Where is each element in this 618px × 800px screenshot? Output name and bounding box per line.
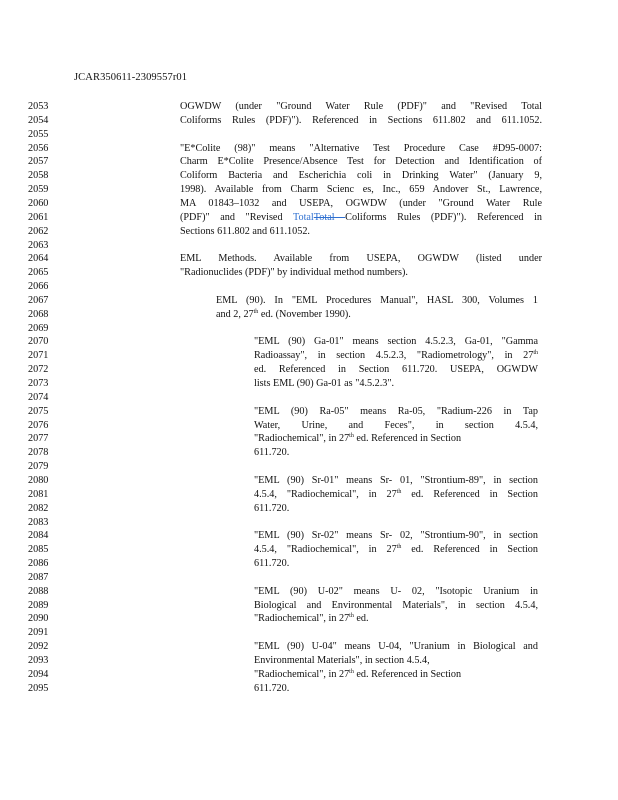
line-number: 2057 (28, 156, 49, 168)
text-segment: EML (90). In "EML Procedures Manual", HASL 300, Volumes 1 (216, 294, 538, 306)
text-line (0, 654, 618, 668)
text-segment: lists EML (90) Ga-01 as "4.5.2.3". (254, 378, 395, 389)
line-number: 2088 (28, 585, 49, 597)
text-segment: "Radiochemical", in 27 (254, 433, 350, 445)
text-line (0, 557, 618, 571)
text-segment: Environmental Materials", in section 4.5.4, (254, 655, 430, 666)
text-segment: ed. Referenced in Section (353, 433, 462, 445)
line-number: 2094 (28, 668, 49, 680)
line-text (254, 335, 538, 349)
text-segment: "Radiochemical", in 27 (254, 613, 350, 625)
text-line (0, 529, 618, 543)
line-number: 2090 (28, 613, 49, 625)
line-number: 2058 (28, 170, 49, 182)
line-number: 2076 (28, 419, 49, 431)
text-line (0, 626, 618, 640)
line-text (180, 211, 542, 225)
text-segment: "EML (90) U-02" means U- 02, "Isotopic Uranium in (254, 585, 538, 597)
line-text (254, 668, 461, 682)
line-text (254, 599, 538, 613)
text-segment: ed. Referenced in Section 611.720. USEPA, OGWDW (254, 364, 538, 376)
text-line (0, 169, 618, 183)
text-line (0, 280, 618, 294)
text-segment: Biological and Environmental Materials", in section 4.5.4, (254, 599, 538, 611)
text-segment: Sections 611.802 and 611.1052. (180, 225, 310, 237)
line-number: 2065 (28, 267, 49, 279)
text-line (0, 322, 618, 336)
text-line (0, 488, 618, 502)
text-line (0, 211, 618, 225)
text-line (0, 183, 618, 197)
line-text (254, 654, 430, 668)
line-number: 2079 (28, 461, 49, 473)
text-line (0, 114, 618, 128)
text-line (0, 363, 618, 377)
line-number: 2070 (28, 336, 49, 348)
text-segment: "EML (90) Sr-02" means Sr- 02, "Strontium-90", in section (254, 530, 538, 542)
text-line (0, 446, 618, 460)
line-text (254, 557, 289, 571)
line-number: 2071 (28, 350, 49, 362)
line-number: 2069 (28, 322, 49, 334)
line-text (254, 502, 289, 516)
line-text (180, 114, 542, 128)
line-text (216, 294, 538, 308)
text-line (0, 585, 618, 599)
text-segment: and 2, 27 (216, 308, 254, 320)
line-text (254, 474, 538, 488)
line-text (180, 197, 542, 211)
text-line (0, 377, 618, 391)
line-number: 2075 (28, 405, 49, 417)
line-number: 2095 (28, 682, 49, 694)
text-line (0, 432, 618, 446)
superscript: th (396, 488, 402, 495)
text-line (0, 599, 618, 613)
text-segment: 4.5.4, "Radiochemical", in 27 (254, 544, 397, 556)
line-text (180, 100, 542, 114)
line-number: 2054 (28, 114, 49, 126)
text-segment: OGWDW (under "Ground Water Rule (PDF)" and "Revised Total (180, 101, 542, 112)
text-line (0, 682, 618, 696)
line-number: 2066 (28, 281, 49, 293)
line-number: 2083 (28, 516, 49, 528)
text-line (0, 294, 618, 308)
text-segment: Water, Urine, and Feces", in section 4.5.4, (254, 419, 538, 431)
text-line (0, 266, 618, 280)
line-text (180, 252, 542, 266)
line-number: 2080 (28, 474, 49, 486)
text-line (0, 405, 618, 419)
text-segment: Coliform Bacteria and Escherichia coli in Drinking Water" (January 9, (180, 170, 542, 182)
text-line (0, 516, 618, 530)
text-segment: ed. Referenced in Section (353, 668, 462, 680)
line-number: 2077 (28, 433, 49, 445)
line-number: 2081 (28, 488, 49, 500)
line-number: 2055 (28, 128, 49, 140)
text-segment: 1998). Available from Charm Scienc es, Inc., 659 Andover St., Lawrence, (180, 184, 542, 196)
line-text (254, 682, 289, 696)
text-segment: 611.720. (254, 447, 290, 459)
text-segment: "EML (90) Sr-01" means Sr- 01, "Strontium-89", in section (254, 474, 538, 486)
text-line (0, 571, 618, 585)
text-segment: "EML (90) U-04" means U-04, "Uranium in Biological and (254, 641, 538, 653)
line-text (254, 419, 538, 433)
line-text (254, 585, 538, 599)
text-segment: MA 01843–1032 and USEPA, OGWDW (under "Ground Water Rule (180, 197, 542, 209)
text-segment: Coliforms Rules (PDF)"). Referenced in Sections 611.802 and 611.1052. (180, 114, 542, 126)
line-number: 2092 (28, 641, 49, 653)
text-segment: "Radiochemical", in 27 (254, 668, 350, 680)
text-segment: Charm E*Colite Presence/Absence Test for Detection and Identification of (180, 156, 542, 168)
document-id-header: JCAR350611-2309557r01 (74, 72, 188, 83)
text-line (0, 474, 618, 488)
text-line (0, 197, 618, 211)
line-text (254, 488, 538, 502)
line-number: 2087 (28, 571, 49, 583)
line-number: 2061 (28, 211, 49, 223)
superscript: th (349, 668, 354, 675)
text-segment: (PDF)" and "Revised (180, 211, 293, 223)
text-segment: EML Methods. Available from USEPA, OGWDW (listed under (180, 253, 542, 265)
text-line (0, 460, 618, 474)
line-text (180, 169, 542, 183)
text-line (0, 239, 618, 253)
superscript: th (396, 544, 402, 551)
line-text (254, 377, 394, 391)
text-segment: "EML (90) Ra-05" means Ra-05, "Radium-226 in Tap (254, 405, 538, 417)
superscript: th (349, 613, 354, 620)
text-segment: ed. (November 1990). (258, 308, 351, 320)
text-segment: "EML (90) Ga-01" means section 4.5.2.3, Ga-01, "Gamma (254, 336, 538, 348)
line-number: 2064 (28, 253, 49, 265)
line-text (180, 225, 310, 239)
line-text (254, 640, 538, 654)
line-number: 2082 (28, 502, 49, 514)
superscript: th (253, 308, 259, 315)
line-text (216, 308, 351, 322)
line-number: 2084 (28, 530, 49, 542)
text-segment: ed. Referenced in Section (401, 544, 538, 556)
line-number: 2085 (28, 544, 49, 556)
line-text (254, 363, 538, 377)
line-number: 2053 (28, 101, 49, 112)
superscript: th (349, 433, 354, 440)
text-line (0, 308, 618, 322)
text-line (0, 640, 618, 654)
line-number: 2074 (28, 391, 49, 403)
text-segment: Coliforms Rules (PDF)"). Referenced in (345, 211, 542, 223)
line-text (254, 543, 538, 557)
line-text (180, 155, 542, 169)
text-line (0, 391, 618, 405)
line-number: 2091 (28, 627, 49, 639)
text-line (0, 252, 618, 266)
line-number: 2063 (28, 239, 49, 251)
line-text (254, 529, 538, 543)
text-line (0, 543, 618, 557)
line-text (180, 266, 408, 280)
line-text (254, 446, 289, 460)
text-segment: Radioassay", in section 4.5.2.3, "Radiometrology", in 27 (254, 350, 534, 362)
line-number: 2093 (28, 655, 49, 666)
text-line (0, 100, 618, 114)
superscript: th (533, 350, 538, 357)
line-number: 2086 (28, 558, 49, 570)
text-line (0, 419, 618, 433)
text-segment: ed. (353, 613, 369, 625)
text-segment: ed. Referenced in Section (401, 488, 538, 500)
line-number: 2067 (28, 294, 49, 306)
text-line (0, 668, 618, 682)
text-line (0, 335, 618, 349)
line-number: 2059 (28, 184, 49, 196)
line-text (254, 612, 369, 626)
line-number: 2073 (28, 378, 49, 389)
text-segment: "E*Colite (98)" means "Alternative Test Procedure Case #D95-0007: (180, 142, 542, 154)
line-number: 2056 (28, 142, 49, 154)
text-segment: "Radionuclides (PDF)" by individual method numbers). (180, 267, 408, 279)
deleted-text: Total (313, 211, 346, 223)
text-line (0, 349, 618, 363)
text-line (0, 142, 618, 156)
inserted-text: Total (292, 211, 314, 223)
line-text (254, 349, 538, 363)
line-text (254, 432, 461, 446)
line-text (180, 142, 542, 156)
line-number: 2068 (28, 308, 49, 320)
text-line (0, 128, 618, 142)
text-segment: 611.720. (254, 682, 290, 694)
line-number: 2062 (28, 225, 49, 237)
text-line (0, 612, 618, 626)
text-segment: 4.5.4, "Radiochemical", in 27 (254, 488, 397, 500)
text-line (0, 502, 618, 516)
line-number: 2060 (28, 197, 49, 209)
line-number: 2078 (28, 447, 49, 459)
text-segment: 611.720. (254, 502, 290, 514)
line-number: 2072 (28, 364, 49, 376)
text-segment: 611.720. (254, 558, 290, 570)
line-text (254, 405, 538, 419)
line-text (180, 183, 542, 197)
line-number: 2089 (28, 599, 49, 611)
text-line (0, 225, 618, 239)
text-line (0, 155, 618, 169)
